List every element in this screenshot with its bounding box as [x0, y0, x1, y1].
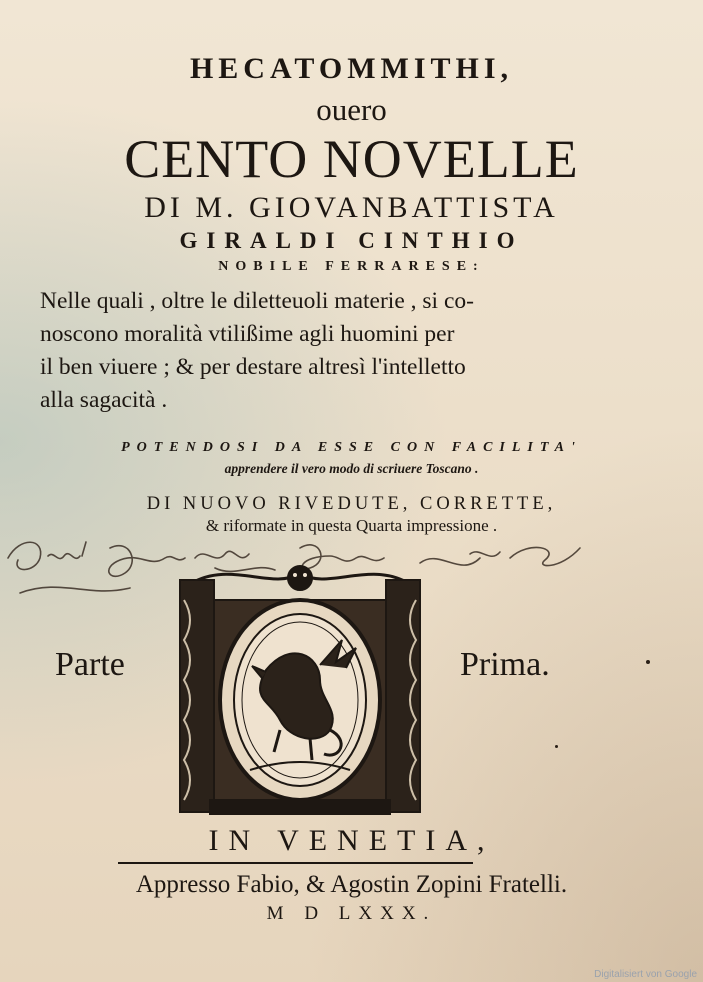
description-paragraph — [40, 285, 615, 417]
description-line: il ben viuere ; & per destare altresì l'intelletto — [40, 354, 466, 380]
imprint-year: M D LXXX. — [266, 903, 437, 924]
description-line: alla sagacità . — [40, 387, 168, 413]
imprint-city: IN VENETIA, — [208, 824, 495, 857]
author-line-3: NOBILE FERRARESE: — [218, 259, 485, 274]
potendosi-line: POTENDOSI DA ESSE CON FACILITA' — [121, 440, 582, 455]
apprendere-line: apprendere il vero modo di scriuere Toscano . — [224, 461, 479, 476]
title-hecatommithi: HECATOMMITHI, — [189, 52, 514, 85]
digitization-watermark: Digitalisiert von Google — [594, 969, 697, 980]
prima-label: Prima. — [460, 646, 550, 683]
nuovo-line-2: & riformate in questa Quarta impressione . — [205, 516, 498, 535]
author-line-2: GIRALDI CINTHIO — [179, 228, 524, 253]
title-cento-novelle: CENTO NOVELLE — [124, 129, 579, 189]
imprint-rule — [118, 862, 473, 864]
ink-speck — [646, 660, 650, 664]
title-ouero: ouero — [316, 92, 387, 127]
printer-device-emblem — [170, 560, 430, 822]
parte-label: Parte — [55, 646, 125, 683]
description-line: noscono moralità vtilißime agli huomini per — [40, 321, 455, 347]
author-line-1: DI M. GIOVANBATTISTA — [144, 191, 559, 224]
nuovo-line-1: DI NUOVO RIVEDUTE, CORRETTE, — [146, 494, 557, 514]
imprint-printer: Appresso Fabio, & Agostin Zopini Fratelli. — [135, 871, 568, 898]
description-line: Nelle quali , oltre le diletteuoli materie , si co- — [40, 288, 474, 314]
ink-speck — [555, 745, 558, 748]
